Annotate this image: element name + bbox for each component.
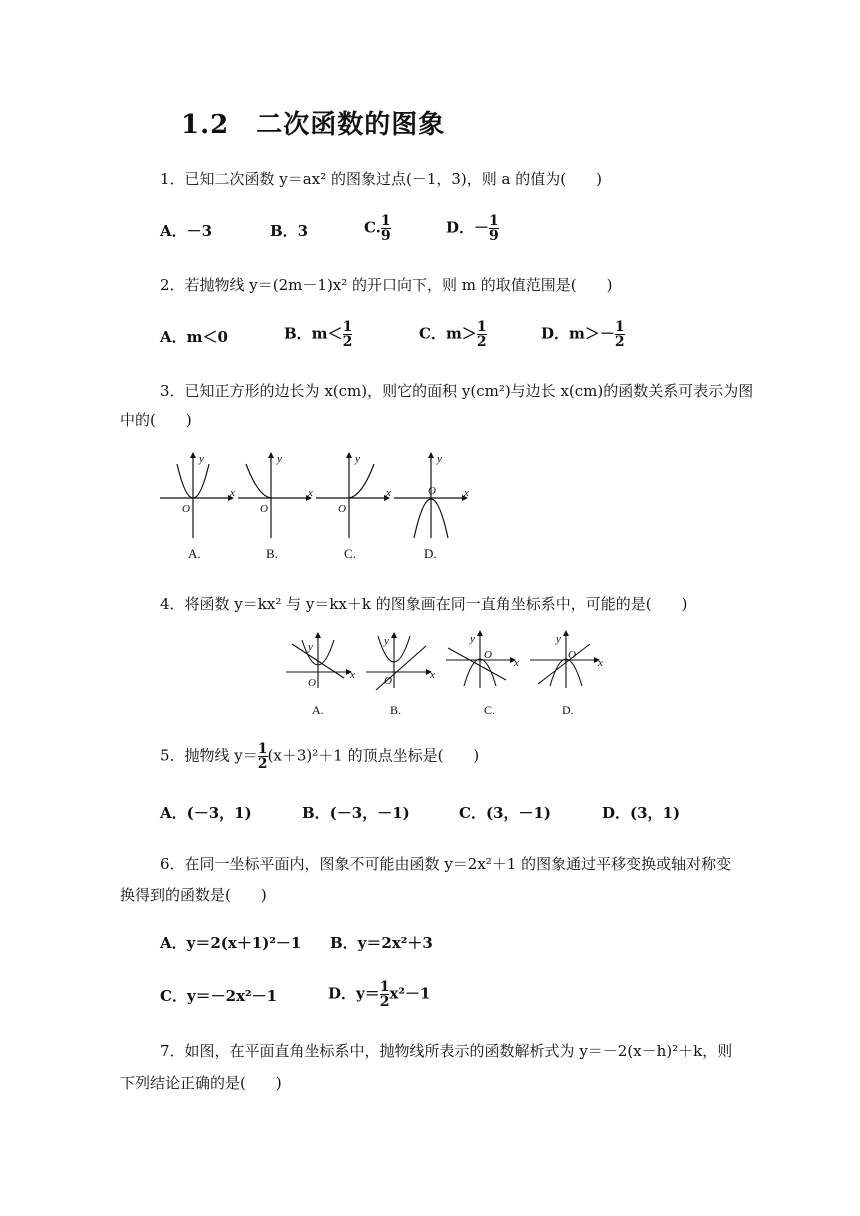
q4-axis-x-c: x [514, 657, 519, 669]
q6-option-b: B．y＝2x²＋3 [330, 934, 433, 952]
q5-option-b: B．(－3，－1) [302, 804, 410, 822]
q4-axis-y-b: y [384, 635, 389, 647]
q3-stem-line2: 中的( ) [120, 411, 192, 429]
q4-origin-c: O [484, 649, 492, 661]
q5-option-c: C．(3，－1) [459, 804, 552, 822]
q4-graph-b [366, 636, 426, 690]
q4-label-b: B. [390, 703, 402, 717]
q6-option-d: D．y＝ $\frac{1}{2}$ x²－1 [328, 979, 431, 1010]
q6-option-a: A．y＝2(x＋1)²－1 [160, 934, 302, 952]
q4-graph-d [530, 634, 594, 688]
q3-label-d: D. [424, 546, 437, 561]
q3-graph-a [160, 458, 228, 538]
q3-origin-a: O [182, 503, 190, 515]
q7-stem-line1: 7．如图，在平面直角坐标系中，抛物线所表示的函数解析式为 y＝－2(x－h)²＋k，则 [160, 1042, 733, 1060]
q1-option-b: B．3 [270, 222, 309, 240]
q1-option-c: C. $\frac{1}{9}$ [364, 213, 391, 244]
q4-axis-x-d: x [598, 657, 603, 669]
q3-axis-y-d: y [437, 453, 442, 465]
q4-graph-a [286, 638, 346, 688]
q3-origin-c: O [338, 503, 346, 515]
q2-option-a: A．m＜0 [160, 328, 228, 346]
q3-label-a: A. [188, 546, 201, 561]
q1-option-d: D．－ $\frac{1}{9}$ [446, 213, 499, 244]
page-title: 1.2 二次函数的图象 [181, 110, 446, 140]
q3-label-b: B. [266, 546, 278, 561]
q3-graph-d [394, 458, 462, 538]
q4-axis-y-c: y [470, 633, 475, 645]
q3-axis-y-c: y [355, 453, 360, 465]
q5-option-a: A．(－3，1) [160, 804, 252, 822]
q3-axis-y-b: y [277, 453, 282, 465]
q6-stem-line2: 换得到的函数是( ) [120, 886, 267, 904]
q4-label-d: D. [562, 703, 574, 717]
q3-axis-y-a: y [199, 453, 204, 465]
q4-label-c: C. [484, 703, 496, 717]
q4-origin-b: O [384, 675, 392, 687]
q6-stem-line1: 6．在同一坐标平面内，图象不可能由函数 y＝2x²＋1 的图象通过平移变换或轴对称变 [160, 855, 732, 873]
q1-option-a: A．－3 [160, 222, 213, 240]
q4-origin-a: O [308, 677, 316, 689]
q3-graph-c [316, 458, 384, 538]
q3-axis-x-d: x [464, 487, 469, 499]
q2-stem: 2．若抛物线 y＝(2m－1)x² 的开口向下，则 m 的取值范围是( ) [160, 276, 613, 294]
q5-option-d: D．(3，1) [602, 804, 681, 822]
q2-option-d: D．m＞－ $\frac{1}{2}$ [541, 319, 625, 350]
q3-axis-x-b: x [308, 487, 313, 499]
q6-option-c: C．y＝－2x²－1 [160, 987, 278, 1005]
q3-axis-x-c: x [386, 487, 391, 499]
q4-axis-x-a: x [350, 669, 355, 681]
q4-axis-y-a: y [308, 641, 313, 653]
q3-graphs [150, 450, 480, 565]
q4-origin-d: O [568, 649, 576, 661]
q4-stem: 4．将函数 y＝kx² 与 y＝kx＋k 的图象画在同一直角坐标系中，可能的是( ) [160, 595, 688, 613]
q3-origin-b: O [260, 503, 268, 515]
q7-stem-line2: 下列结论正确的是( ) [120, 1074, 282, 1092]
q3-axis-x-a: x [230, 487, 235, 499]
q2-option-b: B．m＜ $\frac{1}{2}$ [284, 319, 353, 350]
q3-stem-line1: 3．已知正方形的边长为 x(cm)，则它的面积 y(cm²)与边长 x(cm)的函数关系可表示为图 [160, 382, 754, 400]
q4-axis-y-d: y [556, 633, 561, 645]
q4-axis-x-b: x [430, 669, 435, 681]
q3-graph-b [238, 458, 306, 538]
q4-graphs [280, 630, 610, 722]
q3-label-c: C. [344, 546, 356, 561]
q4-label-a: A. [312, 703, 324, 717]
q5-stem: 5．抛物线 y＝ $\frac{1}{2}$ (x＋3)²＋1 的顶点坐标是( ) [160, 741, 480, 772]
q2-option-c: C．m＞ $\frac{1}{2}$ [419, 319, 487, 350]
q4-graph-c [446, 634, 510, 688]
q1-stem: 1．已知二次函数 y＝ax² 的图象过点(－1，3)，则 a 的值为( ) [160, 170, 602, 188]
q3-origin-d: O [428, 485, 436, 497]
